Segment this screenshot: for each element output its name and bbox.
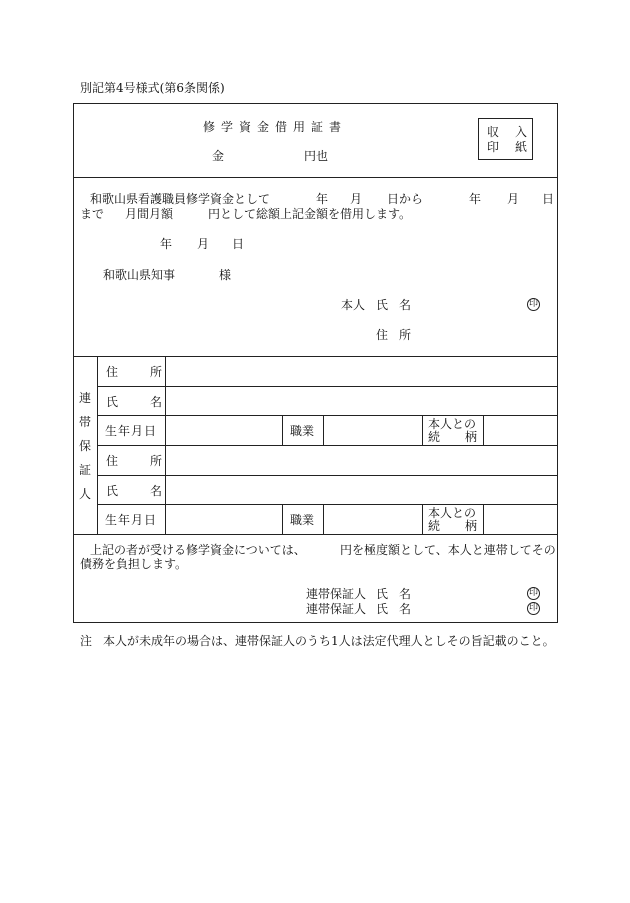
- addressee: 和歌山県知事: [103, 268, 176, 282]
- monthly-amount-label: 月間月額: [125, 207, 174, 221]
- address-label: 所: [150, 365, 163, 379]
- stamp-char: 紙: [515, 140, 528, 154]
- guarantee-statement: 債務を負担します。: [80, 557, 188, 571]
- addressee-honorific: 様: [219, 268, 232, 282]
- name-label: 名: [399, 602, 412, 616]
- seal-mark: 印: [528, 603, 538, 613]
- statement-line1: 和歌山県看護職員修学資金として: [90, 192, 271, 206]
- birthdate-label: 生年月日: [105, 424, 158, 438]
- statement-line2: 円として総額上記金額を借用します。: [208, 207, 412, 221]
- note-label: 注: [80, 634, 93, 648]
- address-label: 住: [376, 328, 389, 342]
- date-year: 年: [160, 237, 173, 251]
- year-label: 年: [316, 192, 329, 206]
- relation-label: 本人との: [428, 417, 477, 431]
- date-month: 月: [197, 237, 210, 251]
- relation-label: 本人との: [428, 506, 477, 520]
- note-text: 本人が未成年の場合は、連帯保証人のうち1人は法定代理人としその旨記載のこと。: [103, 634, 555, 648]
- divider: [323, 415, 324, 445]
- stamp-char: 収: [487, 125, 500, 139]
- stamp-char: 印: [487, 140, 500, 154]
- relation-label: 柄: [465, 430, 478, 444]
- until-label: まで: [80, 207, 105, 221]
- divider: [97, 504, 558, 505]
- name-label: 名: [150, 395, 163, 409]
- self-label: 本人: [341, 298, 366, 312]
- divider: [422, 504, 423, 534]
- month-label: 月: [350, 192, 363, 206]
- address-label: 住: [106, 365, 119, 379]
- name-label: 名: [399, 587, 412, 601]
- date-day: 日: [232, 237, 245, 251]
- divider: [73, 177, 558, 178]
- revenue-stamp-box: [478, 118, 533, 160]
- stamp-char: 入: [515, 125, 528, 139]
- guarantor-sign-label: 連帯保証人: [306, 587, 367, 601]
- occupation-label: 職業: [290, 424, 315, 438]
- divider: [97, 415, 558, 416]
- guarantor-section-label: 人: [78, 487, 91, 501]
- address-label: 住: [106, 454, 119, 468]
- relation-label: 続: [428, 519, 441, 533]
- name-label: 氏: [376, 587, 389, 601]
- divider: [97, 475, 558, 476]
- month-label: 月: [507, 192, 520, 206]
- guarantor-section-label: 帯: [78, 415, 91, 429]
- divider: [73, 356, 558, 357]
- seal-mark: 印: [528, 299, 538, 309]
- address-label: 所: [399, 328, 412, 342]
- divider: [483, 415, 484, 445]
- guarantor-section-label: 保: [78, 439, 91, 453]
- occupation-label: 職業: [290, 513, 315, 527]
- form-reference: 別記第4号様式(第6条関係): [80, 81, 225, 95]
- day-from-label: 日から: [387, 192, 424, 206]
- name-label: 名: [150, 484, 163, 498]
- year-label: 年: [469, 192, 482, 206]
- amount-prefix: 金: [212, 149, 225, 163]
- document-title: 修学資金借用証書: [203, 120, 348, 134]
- divider: [97, 386, 558, 387]
- divider: [323, 504, 324, 534]
- name-label: 氏: [376, 298, 389, 312]
- guarantee-statement: 上記の者が受ける修学資金については、: [90, 543, 306, 557]
- day-label: 日: [542, 192, 555, 206]
- guarantor-section-label: 連: [78, 391, 91, 405]
- guarantor-sign-label: 連帯保証人: [306, 602, 367, 616]
- divider: [73, 534, 558, 535]
- relation-label: 柄: [465, 519, 478, 533]
- divider: [483, 504, 484, 534]
- divider: [97, 445, 558, 446]
- guarantee-statement: 円を極度額として、本人と連帯してその: [340, 543, 556, 557]
- divider: [282, 415, 283, 445]
- divider: [282, 504, 283, 534]
- name-label: 氏: [376, 602, 389, 616]
- amount-suffix: 円也: [304, 149, 329, 163]
- guarantor-section-label: 証: [78, 463, 91, 477]
- divider: [422, 415, 423, 445]
- address-label: 所: [150, 454, 163, 468]
- name-label: 氏: [106, 395, 119, 409]
- birthdate-label: 生年月日: [105, 513, 158, 527]
- name-label: 氏: [106, 484, 119, 498]
- name-label: 名: [399, 298, 412, 312]
- seal-mark: 印: [528, 588, 538, 598]
- relation-label: 続: [428, 430, 441, 444]
